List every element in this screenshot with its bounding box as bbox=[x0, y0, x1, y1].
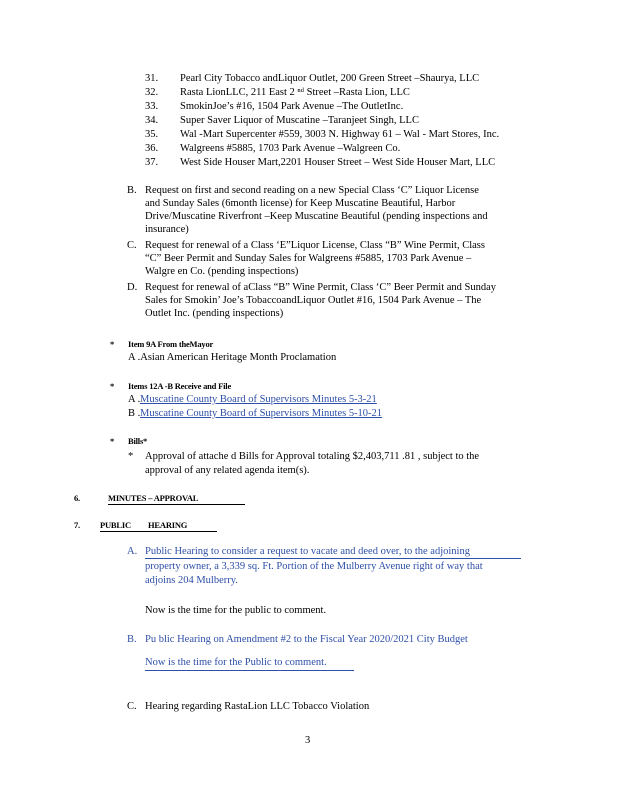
text-line: Drive/Muscatine Riverfront –Keep Muscatine Beautiful (pending inspections and bbox=[145, 211, 488, 222]
list-letter: D. bbox=[127, 282, 138, 293]
minutes-link[interactable]: Muscatine County Board of Supervisors Minutes 5-3-21 bbox=[140, 394, 377, 405]
list-number: 37. bbox=[145, 157, 159, 168]
license-item: Wal -Mart Supercenter #559, 3003 N. Highway 61 – Wal - Mart Stores, Inc. bbox=[180, 129, 500, 140]
section-heading: Bills* bbox=[128, 436, 148, 446]
list-letter: B. bbox=[127, 634, 137, 645]
license-item: Walgreens #5885, 1703 Park Avenue –Walgreen Co. bbox=[180, 143, 401, 154]
text-line: Approval of attache d Bills for Approval totaling $2,403,711 .81 , subject to the bbox=[145, 451, 480, 462]
text-line: Sales for Smokin’ Joe’s TobaccoandLiquor Outlet #16, 1504 Park Avenue – The bbox=[145, 295, 482, 306]
text-line: Request for renewal of aClass “B” Wine Permit, Class ‘C” Beer Permit and Sunday bbox=[145, 282, 497, 293]
list-letter: B . bbox=[128, 408, 141, 419]
hearing-link[interactable]: Public Hearing to consider a request to vacate and deed over, to the adjoining bbox=[145, 546, 470, 557]
text-line: insurance) bbox=[145, 224, 189, 235]
section-title: MINUTES – APPROVAL bbox=[108, 493, 199, 503]
underline bbox=[108, 504, 245, 505]
text-line: and Sunday Sales (6month license) for Keep Muscatine Beautiful, Harbor bbox=[145, 198, 456, 209]
list-number: 33. bbox=[145, 101, 159, 112]
text-line: adjoins 204 Mulberry. bbox=[145, 575, 238, 586]
list-letter: A. bbox=[127, 546, 138, 557]
text-line: Outlet Inc. (pending inspections) bbox=[145, 308, 284, 319]
list-letter: C. bbox=[127, 240, 137, 251]
text-line: property owner, a 3,339 sq. Ft. Portion of the Mulberry Avenue right of way that bbox=[145, 561, 483, 572]
list-number: 34. bbox=[145, 115, 159, 126]
list-number: 35. bbox=[145, 129, 159, 140]
section-number: 6. bbox=[74, 493, 80, 503]
hearing-link[interactable]: Pu blic Hearing on Amendment #2 to the Fiscal Year 2020/2021 City Budget bbox=[145, 634, 468, 645]
proclamation-item: A .Asian American Heritage Month Proclamation bbox=[128, 352, 337, 363]
section-heading: Item 9A From theMayor bbox=[128, 339, 214, 349]
bullet: * bbox=[110, 381, 115, 391]
bullet: * bbox=[110, 339, 115, 349]
section-number: 7. bbox=[74, 520, 80, 530]
underline bbox=[100, 531, 217, 532]
section-title: HEARING bbox=[148, 520, 188, 530]
text-line: “C” Beer Permit and Sunday Sales for Walgreens #5885, 1703 Park Avenue – bbox=[145, 253, 472, 264]
list-number: 36. bbox=[145, 143, 159, 154]
list-letter: B. bbox=[127, 185, 137, 196]
minutes-link[interactable]: Muscatine County Board of Supervisors Minutes 5-10-21 bbox=[140, 408, 383, 419]
text-line: Walgre en Co. (pending inspections) bbox=[145, 266, 299, 277]
page-number: 3 bbox=[305, 735, 311, 746]
underline bbox=[145, 558, 521, 559]
text-line: Request for renewal of a Class ‘E”Liquor License, Class “B” Wine Permit, Class bbox=[145, 240, 485, 251]
list-number: 31. bbox=[145, 73, 159, 84]
text-line: Request on first and second reading on a new Special Class ‘C” Liquor License bbox=[145, 185, 479, 196]
text-line: approval of any related agenda item(s). bbox=[145, 465, 310, 476]
list-letter: C. bbox=[127, 701, 137, 712]
license-item: Super Saver Liquor of Muscatine –Taranjeet Singh, LLC bbox=[180, 115, 419, 126]
license-item: Rasta LionLLC, 211 East 2 ⁿᵈ Street –Rasta Lion, LLC bbox=[180, 87, 410, 98]
comment-note: Now is the time for the Public to comment. bbox=[145, 657, 327, 668]
text-line: Hearing regarding RastaLion LLC Tobacco Violation bbox=[145, 701, 370, 712]
license-item: SmokinJoe’s #16, 1504 Park Avenue –The OutletInc. bbox=[180, 101, 404, 112]
license-item: Pearl City Tobacco andLiquor Outlet, 200 Green Street –Shaurya, LLC bbox=[180, 73, 480, 84]
bullet: * bbox=[110, 436, 115, 446]
section-heading: Items 12A -B Receive and File bbox=[128, 381, 232, 391]
section-title: PUBLIC bbox=[100, 520, 131, 530]
bullet: * bbox=[128, 451, 134, 462]
underline bbox=[145, 670, 354, 671]
list-letter: A . bbox=[128, 394, 141, 405]
comment-note: Now is the time for the public to comment. bbox=[145, 605, 327, 616]
license-item: West Side Houser Mart,2201 Houser Street – West Side Houser Mart, LLC bbox=[180, 157, 496, 168]
list-number: 32. bbox=[145, 87, 159, 98]
